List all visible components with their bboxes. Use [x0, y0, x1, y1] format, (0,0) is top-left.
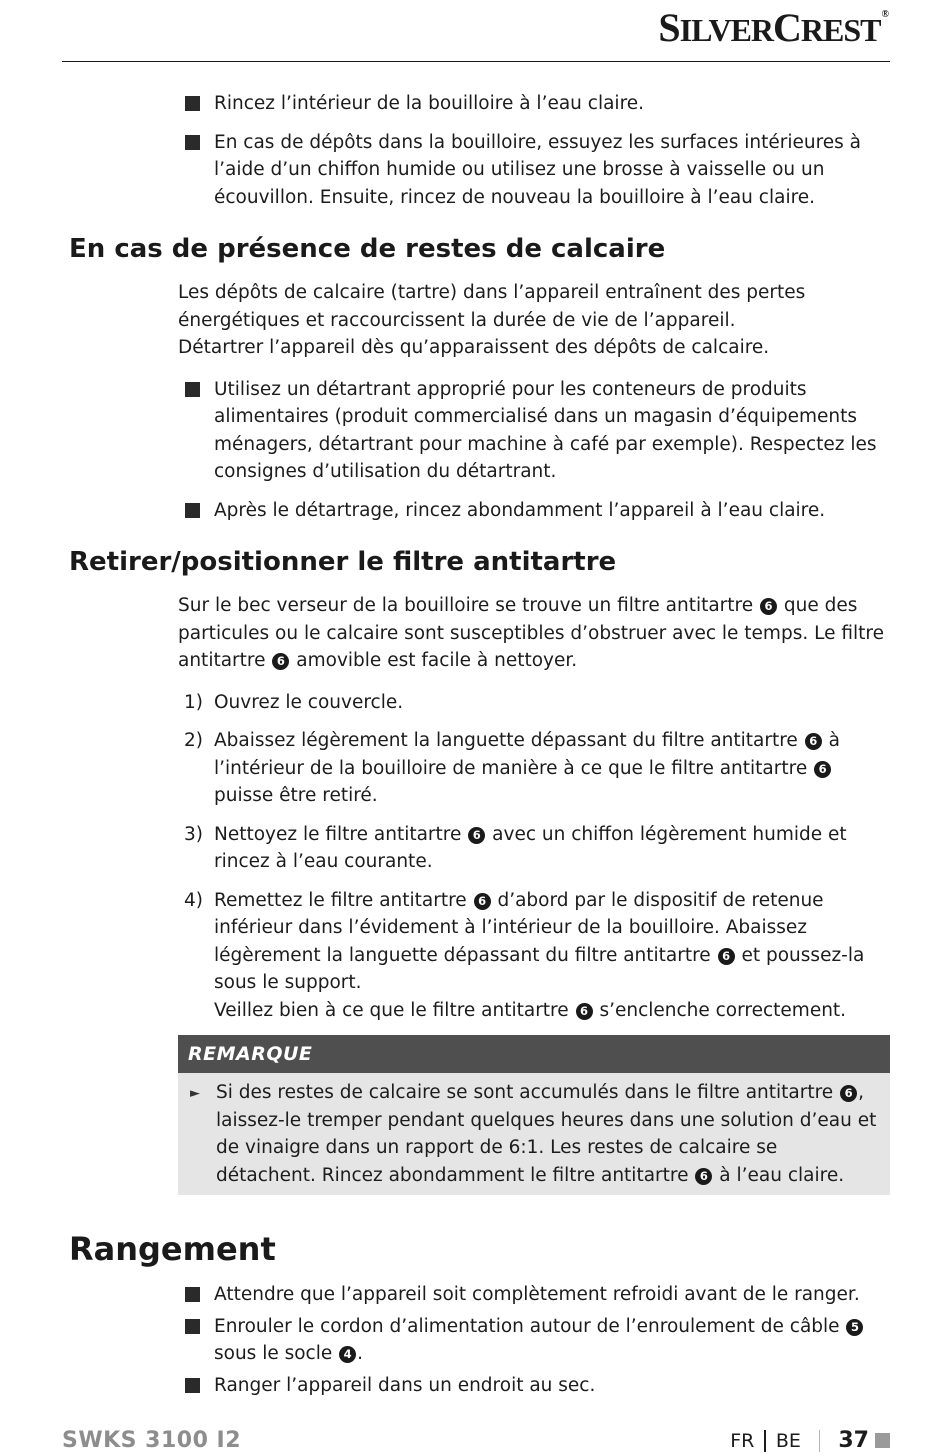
- divider: [764, 1430, 766, 1452]
- square-bullet-icon: [185, 382, 200, 397]
- intro-bullet-list: [0, 90, 950, 211]
- ref-6-icon: 6: [468, 827, 485, 844]
- ref-6-icon: 6: [272, 653, 289, 670]
- list-item: Ranger l’appareil dans un endroit au sec.: [0, 1372, 890, 1400]
- square-marker-icon: [875, 1433, 890, 1448]
- header-rule: [62, 61, 890, 62]
- ref-6-icon: 6: [805, 733, 822, 750]
- section-title-filtre: Retirer/positionner le filtre antitartre: [69, 547, 617, 577]
- step-item: 2) Abaissez légèrement la languette dépassant du filtre antitartre 6 à l’intérieur de la bouilloire de manière à ce que le filtre antitartre 6 puisse être retiré.: [0, 727, 890, 810]
- square-bullet-icon: [185, 1287, 200, 1302]
- arrow-right-icon: ►: [190, 1086, 200, 1101]
- ref-6-icon: 6: [760, 598, 777, 615]
- square-bullet-icon: [185, 135, 200, 150]
- step-number: 2): [184, 730, 203, 751]
- square-bullet-icon: [185, 503, 200, 518]
- calcaire-bullet-list: [0, 376, 950, 525]
- step-item: 4) Remettez le filtre antitartre 6 d’abord par le dispositif de retenue inférieur dans l’évidement à l’intérieur de la bouilloire. Abaissez légèrement la languette dépassant du filtre antitartre 6 et poussez-la sous le support. Veillez bien à ce que le filtre antitartre 6 s’enclenche correctement.: [0, 887, 890, 1025]
- footer-page-info: [730, 1428, 890, 1453]
- ref-5-icon: 5: [846, 1319, 863, 1336]
- step-number: 3): [184, 823, 203, 845]
- language-fr: FR: [730, 1429, 755, 1452]
- ref-6-icon: 6: [840, 1085, 857, 1102]
- rangement-bullet-list: [0, 1281, 950, 1399]
- square-bullet-icon: [185, 96, 200, 111]
- list-item: Après le détartrage, rincez abondamment l’appareil à l’eau claire.: [0, 497, 890, 525]
- footer-model: SWKS 3100 I2: [62, 1428, 242, 1453]
- ref-6-icon: 6: [814, 761, 831, 778]
- list-item: Enrouler le cordon d’alimentation autour de l’enroulement de câble 5 sous le socle 4 .: [0, 1313, 890, 1368]
- note-text: ► Si des restes de calcaire se sont accumulés dans le filtre antitartre 6 , laissez-le tremper pendant quelques heures dans une solution d’eau et de vinaigre dans un rapport de 6:1. Les restes de calcaire se détachent. Rincez abondamment le filtre antitartre 6 à l’eau claire.: [190, 1082, 877, 1186]
- square-bullet-icon: [185, 1378, 200, 1393]
- section-title-calcaire: En cas de présence de restes de calcaire: [69, 234, 666, 264]
- ref-4-icon: 4: [339, 1346, 356, 1363]
- paragraph: Les dépôts de calcaire (tartre) dans l’appareil entraînent des pertes énergétiques et raccourcissent la durée de vie de l’appareil. Détartrer l’appareil dès qu’apparaissent des dépôts de calcaire.: [178, 282, 806, 358]
- step-item: 1) Ouvrez le couvercle.: [0, 689, 890, 717]
- square-bullet-icon: [185, 1319, 200, 1334]
- list-item: Attendre que l’appareil soit complètement refroidi avant de le ranger.: [0, 1281, 890, 1309]
- step-number: 4): [184, 889, 203, 911]
- list-item: Rincez l’intérieur de la bouilloire à l’eau claire.: [0, 90, 890, 118]
- step-number: 1): [184, 691, 203, 713]
- ref-6-icon: 6: [474, 893, 491, 910]
- note-box: [178, 1035, 890, 1195]
- brand-logo: SILVERCREST®: [658, 5, 888, 50]
- ref-6-icon: 6: [695, 1168, 712, 1185]
- section-title-rangement: Rangement: [69, 1230, 276, 1268]
- step-item: 3) Nettoyez le filtre antitartre 6 avec un chiffon légèrement humide et rincez à l’eau courante.: [0, 821, 890, 876]
- ref-6-icon: 6: [718, 948, 735, 965]
- steps-list: [0, 689, 950, 1025]
- paragraph: Sur le bec verseur de la bouilloire se trouve un filtre antitartre 6 que des particules ou le calcaire sont susceptibles d’obstruer avec le temps. Le filtre antitartre 6 amovible est facile à nettoyer.: [178, 595, 884, 671]
- page-content: [0, 90, 950, 1403]
- list-item: En cas de dépôts dans la bouilloire, essuyez les surfaces intérieures à l’aide d’un chiffon humide ou utilisez une brosse à vaisselle ou un écouvillon. Ensuite, rincez de nouveau la bouilloire à l’eau claire.: [0, 129, 890, 212]
- language-be: BE: [775, 1429, 801, 1452]
- page-number: 37: [838, 1428, 869, 1453]
- list-item: Utilisez un détartrant approprié pour les conteneurs de produits alimentaires (produit commercialisé dans un magasin d’équipements ménagers, détartrant pour machine à café par exemple). Respectez les consignes d’utilisation du détartrant.: [0, 376, 890, 486]
- ref-6-icon: 6: [576, 1003, 593, 1020]
- note-heading: REMARQUE: [178, 1035, 890, 1073]
- divider: [819, 1430, 821, 1452]
